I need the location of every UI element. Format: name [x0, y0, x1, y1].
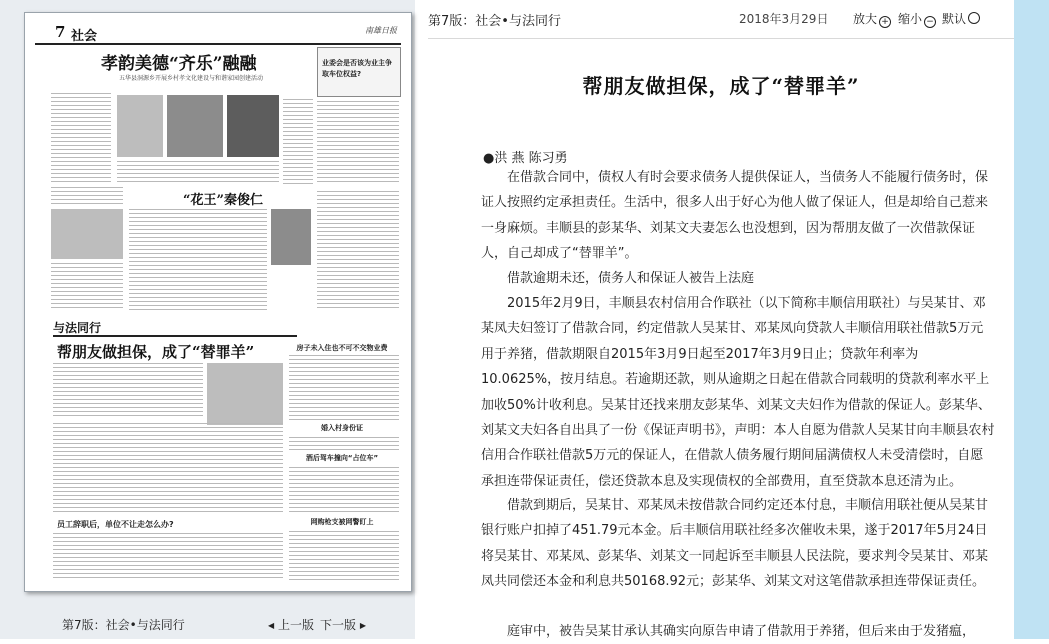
- newspaper-text-block: [317, 101, 399, 185]
- newspaper-headline-top[interactable]: 孝韵美德“齐乐”融融: [101, 54, 257, 74]
- article-author: ●洪 燕 陈习勇: [483, 151, 568, 166]
- article-paragraph: 2015年2月9日，丰顺县农村信用合作联社（以下简称丰顺信用联社）与吴某甘、邓某凤夫妇签订了借款合同，约定借款人吴某甘、邓某凤向贷款人丰顺信用联社借款5万元用于养猪，借款期限自2015年3月9日起至2017年3月9日止；贷款年利率为10.0625%，按月结息。若逾期还款，则从逾期之日起在借款合同载明的贷款利率水平上加收50%计收利息。吴某甘还找来朋友彭某华、刘某文夫妇作为借款的保证人。彭某华、刘某文夫妇各自出具了一份《保证声明书》，声明：本人自愿为借款人吴某甘向丰顺县农村信用合作联社借款5万元的保证人，在借款人债务履行期间届满债权人未受清偿时，自愿承担连带保证责任，偿还贷款本息及实现债权的全部费用，直至贷款本息还清为止。: [481, 296, 995, 489]
- newspaper-photo: [51, 209, 123, 259]
- newspaper-text-block: [51, 187, 123, 205]
- newspaper-photo: [271, 209, 311, 265]
- newspaper-page-header: [35, 21, 401, 45]
- newspaper-text-block: [289, 355, 399, 421]
- newspaper-text-block: [289, 437, 399, 451]
- zoom-in-label: 放大: [853, 12, 878, 26]
- prev-page-label: 上一版: [277, 618, 314, 632]
- article-subheading: 借款逾期未还，债务人和保证人被告上法庭: [507, 271, 755, 286]
- newspaper-section2-rule: [53, 335, 297, 337]
- newspaper-text-block: [53, 533, 283, 581]
- article-paragraph: 借款到期后，吴某甘、邓某凤未按借款合同约定还本付息，丰顺信用联社便从吴某甘银行账户扣掉了451.79元本金。后丰顺信用联社经多次催收未果，遂于2017年5月24日将吴某甘、邓某凤、彭某华、刘某文一同起诉至丰顺县人民法院，要求判令吴某甘、邓某凤共同偿还本金和利息共50168.92元；彭某华、刘某文对这笔借款承担连带保证责任。: [481, 498, 989, 590]
- zoom-out-label: 缩小: [898, 12, 923, 26]
- newspaper-headline-law[interactable]: 帮朋友做担保，成了“替罪羊”: [57, 343, 255, 361]
- zoom-default-button[interactable]: [942, 10, 980, 27]
- zoom-default-label: 默认: [942, 12, 967, 26]
- minus-icon: −: [924, 16, 936, 28]
- article-paragraph: 在借款合同中，债权人有时会要求债务人提供保证人，当债务人不能履行债务时，保证人按照约定承担责任。生活中，很多人出于好心为他人做了保证人，但是却给自己惹来一身麻烦。丰顺县的彭某华、刘某文夫妻怎么也没想到，因为帮朋友做了一次借款保证人，自己却成了“替罪羊”。: [481, 170, 989, 262]
- newspaper-page-thumbnail[interactable]: [24, 12, 412, 592]
- newspaper-side-headline[interactable]: 婚入村身份证: [321, 424, 363, 432]
- newspaper-photo: [117, 95, 163, 157]
- newspaper-text-block: [129, 209, 267, 311]
- newspaper-side-headline[interactable]: 网购枪支被网警盯上: [310, 518, 374, 526]
- newspaper-photo: [167, 95, 223, 157]
- zoom-out-button[interactable]: [898, 10, 936, 28]
- newspaper-section2-name: 与法同行: [53, 321, 102, 335]
- circle-icon: [968, 12, 980, 24]
- publish-date: 2018年3月29日: [739, 12, 829, 26]
- newspaper-subheadline-top: 五华县洞源乡开展乡村孝文化建设与和谐家园创建活动: [119, 75, 264, 82]
- newspaper-text-block: [51, 263, 123, 311]
- pager-section-label: 第7版：社会•与法同行: [62, 618, 185, 632]
- newspaper-sidebar-box[interactable]: [317, 47, 401, 97]
- next-page-link[interactable]: [320, 616, 366, 633]
- newspaper-text-block: [53, 363, 203, 419]
- article-paragraph: 庭审中，被告吴某甘承认其确实向原告申请了借款用于养猪，但后来由于发猪瘟，: [507, 624, 976, 639]
- newspaper-side-headline[interactable]: 酒后驾车撞向“占位车”: [305, 454, 379, 462]
- triangle-left-icon: ◀: [268, 621, 275, 630]
- next-page-label: 下一版: [320, 618, 357, 632]
- newspaper-text-block: [53, 423, 283, 513]
- zoom-in-button[interactable]: [853, 10, 891, 28]
- newspaper-section-name: 社会: [71, 29, 98, 44]
- newspaper-text-block: [283, 99, 313, 185]
- newspaper-text-block: [289, 531, 399, 581]
- newspaper-text-block: [317, 191, 399, 311]
- newspaper-footer-headline[interactable]: 员工辞职后，单位不让走怎么办?: [57, 520, 174, 529]
- newspaper-photo: [227, 95, 279, 157]
- article-title: 帮朋友做担保，成了“替罪羊”: [582, 74, 860, 98]
- newspaper-text-block: [51, 93, 111, 183]
- article-header-bar: [428, 0, 1014, 39]
- newspaper-text-block: [289, 467, 399, 513]
- newspaper-page: [31, 19, 405, 585]
- newspaper-text-block: [117, 161, 279, 185]
- newspaper-illustration: [207, 363, 283, 425]
- newspaper-side-headline[interactable]: 房子未入住也不可不交物业费: [296, 344, 388, 352]
- section-label: 第7版：社会•与法同行: [428, 14, 561, 29]
- newspaper-masthead: 南雄日报: [365, 26, 397, 35]
- newspaper-headline-mid[interactable]: “花王”秦俊仁: [183, 193, 263, 208]
- plus-icon: +: [879, 16, 891, 28]
- right-margin-band: [1014, 0, 1049, 639]
- prev-page-link[interactable]: [268, 616, 314, 633]
- triangle-right-icon: ▶: [359, 621, 366, 630]
- newspaper-sidebar-box-text: 业委会是否该为业主争取车位权益?: [322, 59, 392, 78]
- newspaper-page-number: 7: [55, 23, 66, 41]
